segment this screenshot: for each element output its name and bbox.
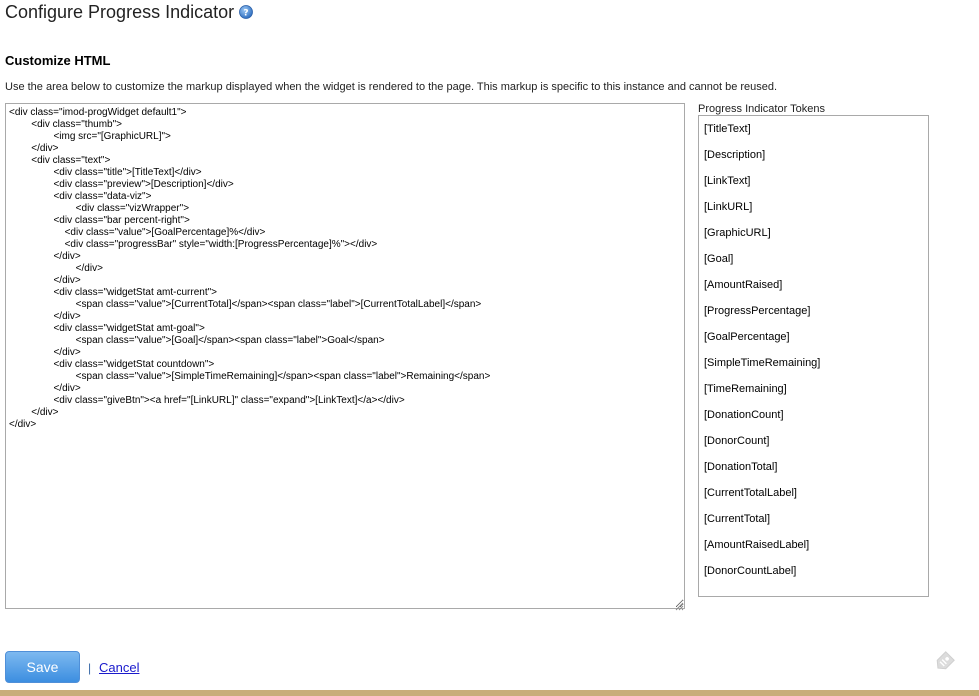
- svg-text:?: ?: [243, 8, 249, 18]
- token-item[interactable]: [Description]: [704, 149, 766, 161]
- token-item[interactable]: [SimpleTimeRemaining]: [704, 357, 821, 369]
- page-header: [5, 2, 253, 23]
- tokens-label: Progress Indicator Tokens: [698, 103, 825, 115]
- page-title: Configure Progress Indicator: [5, 2, 235, 22]
- save-button[interactable]: Save: [5, 651, 80, 683]
- section-heading: Customize HTML: [5, 53, 111, 68]
- token-item[interactable]: [GoalPercentage]: [704, 331, 790, 343]
- tokens-list: [698, 115, 929, 597]
- instructions-text: Use the area below to customize the markup displayed when the widget is rendered to the page. This markup is specific to this instance and cannot be reused.: [5, 81, 778, 93]
- help-question-icon[interactable]: [239, 5, 253, 19]
- token-item[interactable]: [CurrentTotal]: [704, 513, 771, 525]
- token-item[interactable]: [TitleText]: [704, 123, 751, 135]
- token-item[interactable]: [DonationCount]: [704, 409, 784, 421]
- token-item[interactable]: [CurrentTotalLabel]: [704, 487, 797, 499]
- token-item[interactable]: [AmountRaisedLabel]: [704, 539, 810, 551]
- token-item[interactable]: [LinkText]: [704, 175, 751, 187]
- token-item[interactable]: [TimeRemaining]: [704, 383, 787, 395]
- html-markup-editor[interactable]: [5, 103, 685, 609]
- token-item[interactable]: [DonationTotal]: [704, 461, 778, 473]
- resize-grip-icon[interactable]: [674, 598, 684, 608]
- token-item[interactable]: [DonorCountLabel]: [704, 565, 797, 577]
- action-separator: |: [88, 661, 92, 675]
- footer-bar: [0, 690, 979, 696]
- token-item[interactable]: [GraphicURL]: [704, 227, 771, 239]
- token-item[interactable]: [ProgressPercentage]: [704, 305, 811, 317]
- token-item[interactable]: [DonorCount]: [704, 435, 770, 447]
- token-item[interactable]: [Goal]: [704, 253, 734, 265]
- token-item[interactable]: [LinkURL]: [704, 201, 753, 213]
- cancel-link[interactable]: Cancel: [99, 660, 140, 675]
- token-item[interactable]: [AmountRaised]: [704, 279, 783, 291]
- tag-icon: [932, 648, 958, 674]
